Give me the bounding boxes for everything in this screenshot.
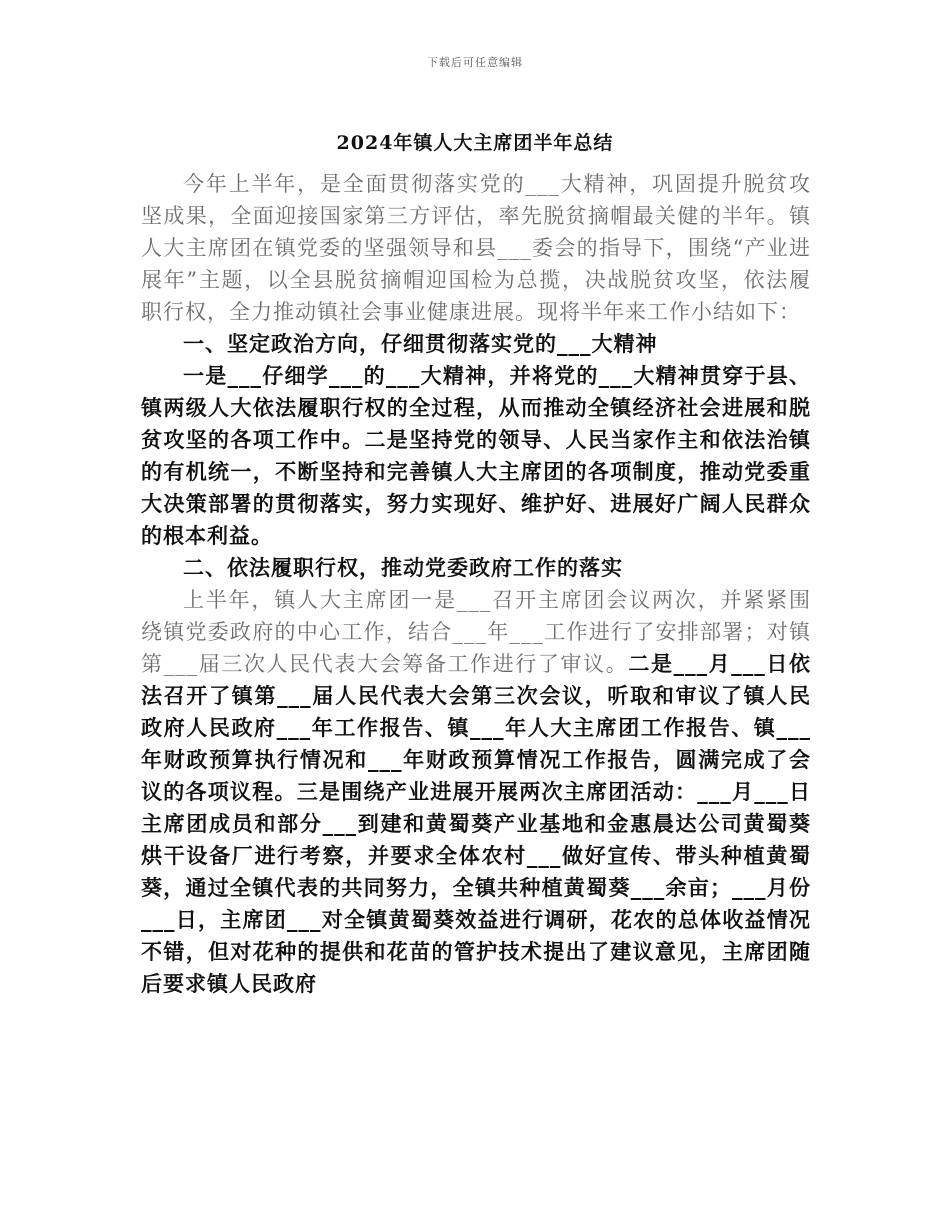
section-1-paragraph: 一是___仔细学___的___大精神，并将党的___大精神贯穿于县、镇两级人大依法履职行权的全过程，从而推动全镇经济社会进展和脱贫攻坚的各项工作中。二是坚持党的领导、人民当家作主和依法治镇的有机统一，不断坚持和完善镇人大主席团的各项制度，推动党委重大决策部署的贯彻落实，努力实现好、维护好、进展好广阔人民群众的根本利益。 xyxy=(141,363,811,548)
section-2-bold-text: 二是___月___日依法召开了镇第___届人民代表大会第三次会议，听取和审议了镇人民政府人民政府___年工作报告、镇___年人大主席团工作报告、镇___年财政预算执行情况和___年财政预算情况工作报告，圆满完成了会议的各项议程。三是围绕产业进展开展两次主席团活动：___月___日主席团成员和部分___到建和黄蜀葵产业基地和金惠晨达公司黄蜀葵烘干设备厂进行考察，并要求全体农村___做好宣传、带头种植黄蜀葵，通过全镇代表的共同努力，全镇共种植黄蜀葵___余亩；___月份___日，主席团___对全镇黄蜀葵效益进行调研，花农的总体收益情况不错，但对花种的提供和花苗的管护技术提出了建议意见，主席团随后要求镇人民政府 xyxy=(141,651,812,996)
section-2-heading: 二、依法履职行权，推动党委政府工作的落实 xyxy=(183,555,623,580)
document-body xyxy=(141,168,811,1000)
section-2-paragraph xyxy=(141,584,811,1000)
section-2-light-text: 上半年，镇人大主席团一是___召开主席团会议两次，并紧紧围绕镇党委政府的中心工作，结合___年___工作进行了安排部署；对镇第___届三次人民代表大会筹备工作进行了审议。 xyxy=(141,588,811,676)
intro-paragraph: 今年上半年，是全面贯彻落实党的___大精神，巩固提升脱贫攻坚成果，全面迎接国家第三方评估，率先脱贫摘帽最关健的半年。镇人大主席团在镇党委的坚强领导和县___委会的指导下，围绕“产业进展年”主题，以全县脱贫摘帽迎国检为总揽，决战脱贫攻坚，依法履职行权，全力推动镇社会事业健康进展。现将半年来工作小结如下： xyxy=(141,172,811,324)
document-title: 2024年镇人大主席团半年总结 xyxy=(336,132,614,154)
header-note: 下载后可任意编辑 xyxy=(427,56,523,69)
section-1-heading: 一、坚定政治方向，仔细贯彻落实党的___大精神 xyxy=(183,331,658,356)
